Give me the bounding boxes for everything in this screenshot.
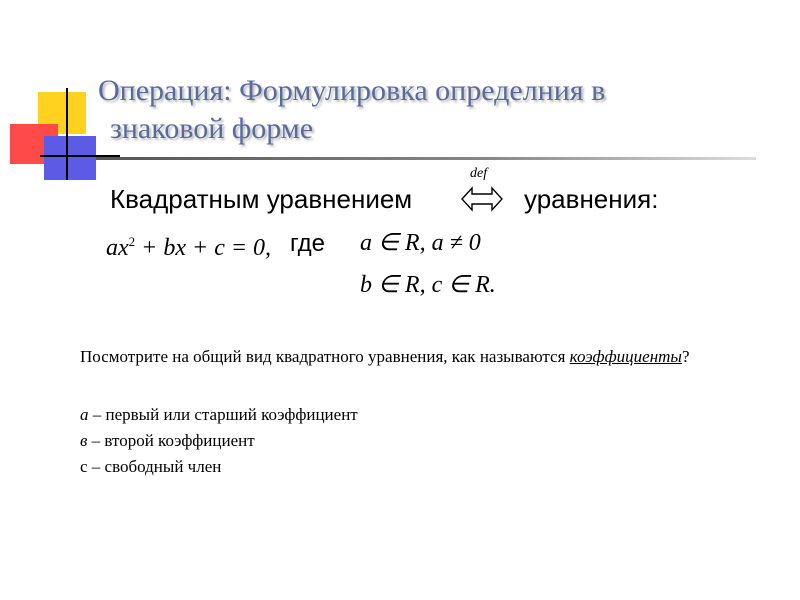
condition-bc: b ∈ R, c ∈ R. [360, 272, 496, 298]
question-text-after: ? [681, 347, 690, 366]
question-text-before: Посмотрите на общий вид квадратного уравнения, как называются [80, 347, 570, 366]
eq-term-ax: ax [106, 235, 129, 261]
gde-label: где [290, 230, 326, 257]
list-item-text: – второй коэффициент [87, 431, 255, 450]
condition-a: a ∈ R, a ≠ 0 [360, 230, 481, 256]
list-item [80, 428, 358, 454]
list-item-var: в [80, 431, 88, 450]
list-item [80, 402, 358, 428]
eq-exponent: 2 [128, 234, 136, 249]
definition-right-text: уравнения: [524, 184, 659, 214]
list-item-text: – свободный член [87, 457, 222, 476]
list-item-var: а [80, 405, 89, 424]
definition-left-text: Квадратным уравнением [110, 184, 413, 214]
coefficient-list [80, 402, 358, 480]
quadratic-equation [106, 234, 271, 262]
eq-rest: + bx + c = 0, [135, 235, 272, 261]
title-divider [96, 157, 756, 160]
slide-title-line2: знаковой форме [110, 112, 314, 145]
def-label: def [470, 166, 488, 181]
definition-line [110, 166, 710, 218]
double-arrow-icon [460, 184, 504, 214]
logo-blue-square [44, 136, 96, 180]
coefficients-word: коэффициенты [569, 347, 682, 366]
question-text [80, 345, 740, 369]
list-item [80, 454, 358, 480]
list-item-var: с [80, 457, 88, 476]
slide-title-line1: Операция: Формулировка определния в [98, 74, 606, 107]
slide-title [98, 72, 738, 148]
logo-vertical-line [66, 88, 68, 180]
list-item-text: – первый или старший коэффициент [88, 405, 358, 424]
